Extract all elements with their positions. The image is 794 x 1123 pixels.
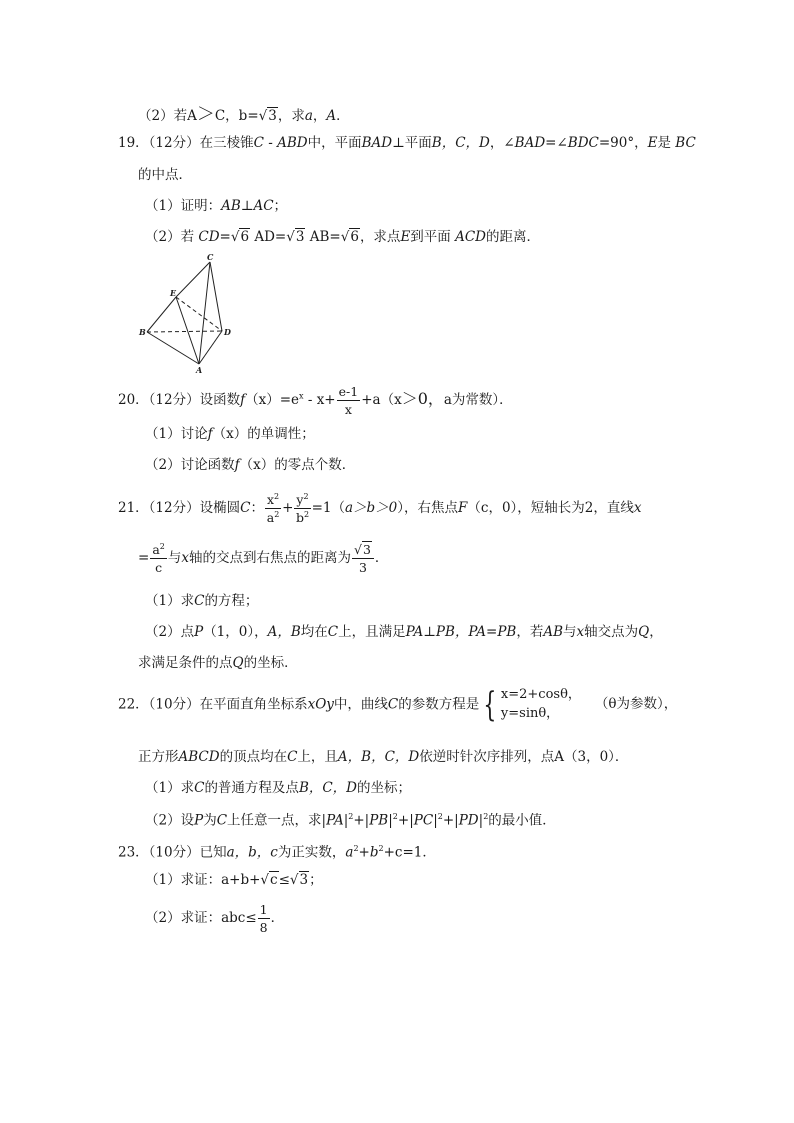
q22-part1: （1）求C的普通方程及点B，C，D的坐标； (145, 780, 412, 796)
edge-BA (147, 332, 199, 364)
label-A: A (196, 365, 203, 374)
q20-part1: （1）讨论f（x）的单调性； (145, 426, 315, 442)
q23-stem: 23．（10分）已知a，b，c为正实数，$a^2+b^2+c=1$． (118, 844, 436, 861)
q21-part2-cont: 求满足条件的点Q的坐标． (138, 655, 298, 671)
edge-EA (176, 297, 199, 364)
q21-stem: 21．（12分）设椭圆C： $\frac{x^2}{a^2}$ + $\frac{y^2}{b^2}$ =1（a＞b＞0），右焦点F（c，0），短轴长为2，直线x (118, 492, 642, 526)
tetrahedron-figure (136, 252, 236, 374)
q21-part2: （2）点P（1，0），A，B均在C上，且满足PA⊥PB，PA=PB，若AB与x轴交点为Q， (145, 624, 663, 640)
edge-CA (199, 262, 210, 364)
label-E: E (170, 288, 177, 298)
q19-part2: （2）若 CD=√6 AD=√3 AB=√6，求点E到平面 ACD的距离． (145, 229, 540, 245)
label-D: D (224, 327, 231, 337)
q20-part2: （2）讨论函数f（x）的零点个数． (145, 457, 356, 473)
edge-BD-hidden (147, 331, 222, 332)
q22-stem: 22．（10分）在平面直角坐标系xOy中，曲线C的参数方程是 { x=2+cosθ， y=sinθ， （θ为参数）， (118, 684, 678, 725)
q20-stem: 20．（12分）设函数$f(x)=e^x - x+$ $\frac{e-1}{x}$ +a（x＞0，a为常数）． (118, 384, 513, 417)
q21-stem-cont: = $\frac{a^2}{c}$ 与x轴的交点到右焦点的距离为 $\frac{√3}{3}$ ． (138, 542, 389, 576)
label-B: B (139, 327, 146, 337)
edge-ED-hidden (176, 297, 222, 331)
q21-part1: （1）求C的方程； (145, 593, 259, 609)
edge-CE (176, 262, 210, 297)
q18-part2: （2）若A＞C，b=√3，求a，A． (138, 104, 350, 125)
q22-stem-cont: 正方形ABCD的顶点均在C上，且A，B，C，D依逆时针次序排列，点A（3，0）． (138, 749, 629, 765)
edge-CD (210, 262, 222, 331)
label-C: C (207, 252, 214, 262)
edge-EB (147, 297, 176, 332)
q19-part1: （1）证明：AB⊥AC； (145, 198, 288, 214)
q22-part2: （2）设P为C上任意一点，求$|PA|^2+|PB|^2+|PC|^2+|PD|^2$的最小值． (145, 812, 556, 829)
q19-stem-cont: 的中点． (138, 167, 192, 183)
q23-part2: （2）求证：abc≤ $\frac{1}{8}$ ． (145, 902, 285, 935)
q19-stem: 19．（12分）在三棱锥C - ABD中，平面BAD⊥平面B，C，D，∠BAD=∠BDC=90°，E是 BC (118, 135, 696, 151)
q23-part1: （1）求证：a+b+√c≤√3； (145, 872, 323, 888)
